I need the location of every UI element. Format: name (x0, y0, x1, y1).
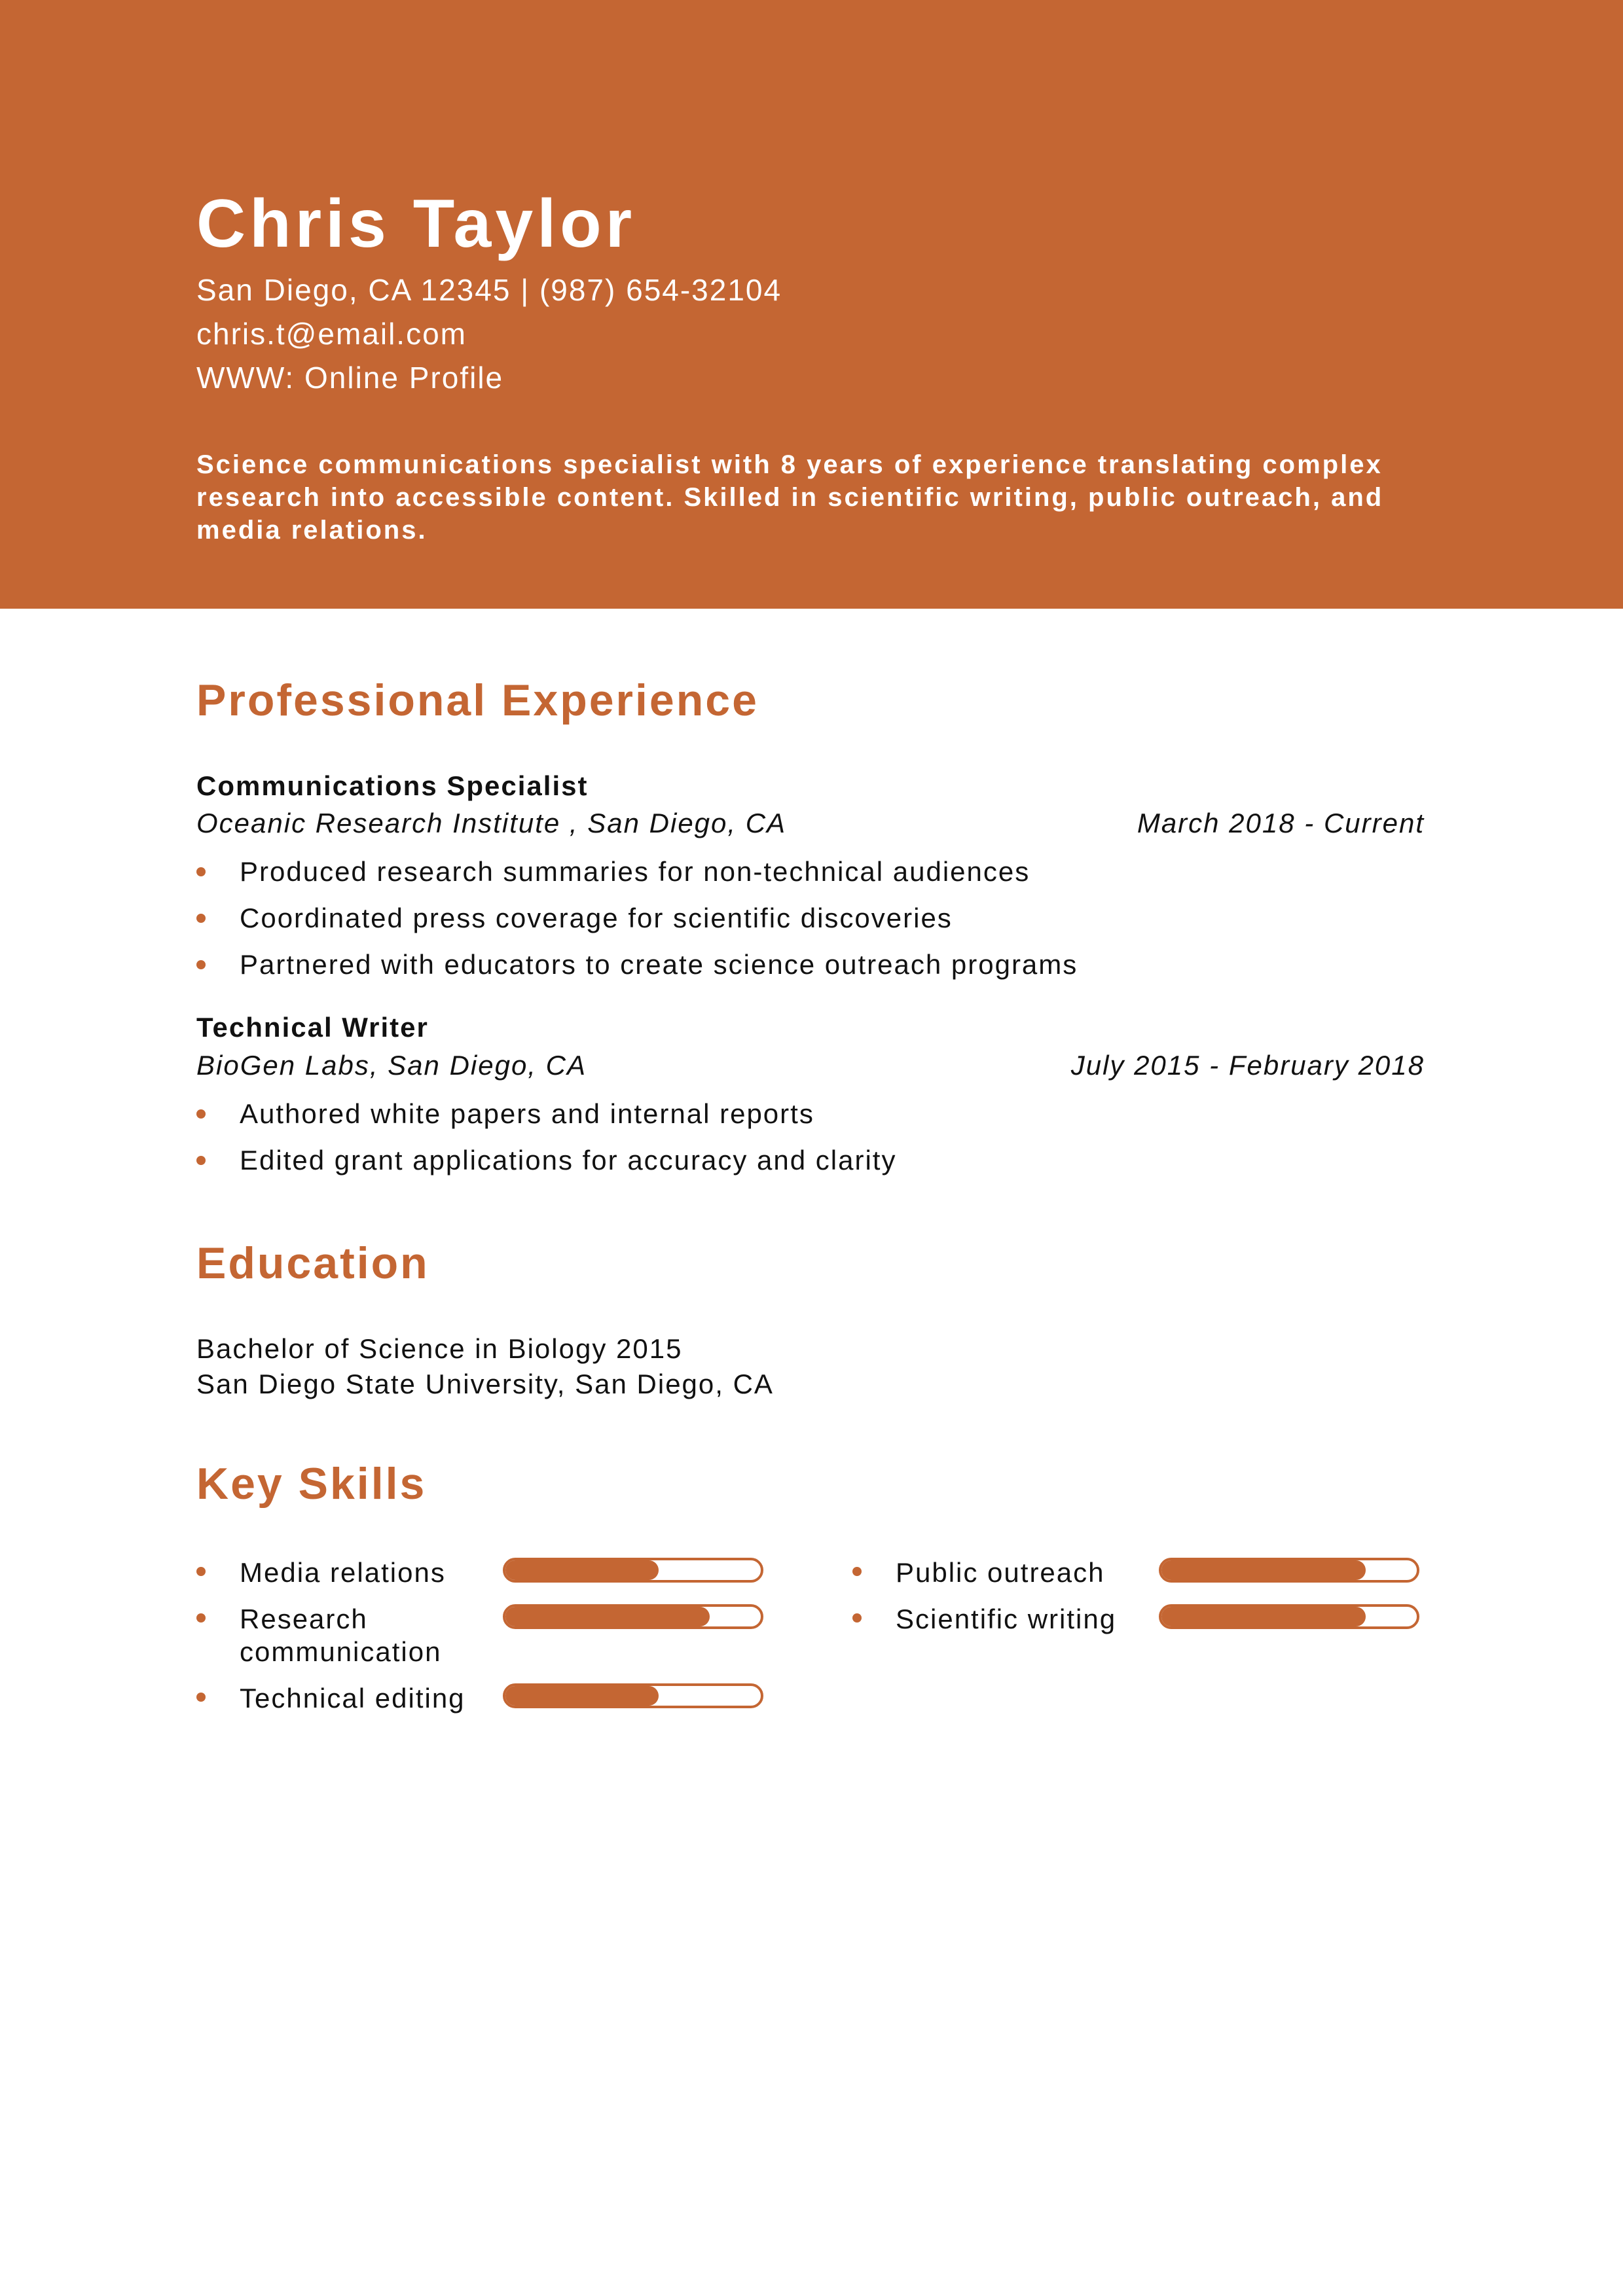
email[interactable]: chris.t@email.com (196, 317, 467, 351)
job-dates: March 2018 - Current (1137, 808, 1425, 838)
job-title: Communications Specialist (196, 770, 589, 801)
bullet-dot-icon (196, 1156, 206, 1165)
skill-label: Public outreach (896, 1557, 1105, 1588)
job-meta (196, 810, 1425, 837)
education-heading: Education (196, 1238, 429, 1288)
job-dates: July 2015 - February 2018 (1070, 1050, 1425, 1081)
bullet-dot-icon (196, 914, 206, 923)
skill-label: Scientific writing (896, 1604, 1117, 1634)
bullet-dot-icon (196, 867, 206, 876)
job-company: BioGen Labs, San Diego, CA (196, 1050, 587, 1081)
skill-level-bar (1159, 1604, 1419, 1629)
bullet-dot-icon (852, 1613, 862, 1623)
job-meta (196, 1052, 1425, 1079)
bullet-dot-icon (196, 1109, 206, 1119)
skill-label: Research communication (240, 1604, 442, 1667)
skill-level-bar (503, 1558, 763, 1583)
bullet-dot-icon (852, 1567, 862, 1576)
header-banner (0, 0, 1623, 609)
education-degree: Bachelor of Science in Biology 2015 (196, 1333, 683, 1364)
bullet-dot-icon (196, 960, 206, 969)
job-title: Technical Writer (196, 1012, 429, 1043)
location-phone: San Diego, CA 12345 | (987) 654-32104 (196, 273, 782, 307)
skill-level-bar (1159, 1558, 1419, 1583)
skill-level-bar (503, 1683, 763, 1708)
website-link[interactable]: WWW: Online Profile (196, 361, 504, 395)
skills-heading: Key Skills (196, 1459, 427, 1509)
skill-label: Media relations (240, 1557, 446, 1588)
candidate-name: Chris Taylor (196, 186, 636, 262)
experience-heading: Professional Experience (196, 675, 759, 725)
bullet-dot-icon (196, 1613, 206, 1623)
bullet-dot-icon (196, 1693, 206, 1702)
bullet-dot-icon (196, 1567, 206, 1576)
job-company: Oceanic Research Institute , San Diego, CA (196, 808, 787, 838)
summary: Science communications specialist with 8 years of experience translating complex research into accessible content. Skilled in scientific writing, public outreach, and media relations. (196, 450, 1384, 545)
education-school: San Diego State University, San Diego, CA (196, 1369, 774, 1399)
skill-label: Technical editing (240, 1683, 465, 1713)
skill-level-bar (503, 1604, 763, 1629)
